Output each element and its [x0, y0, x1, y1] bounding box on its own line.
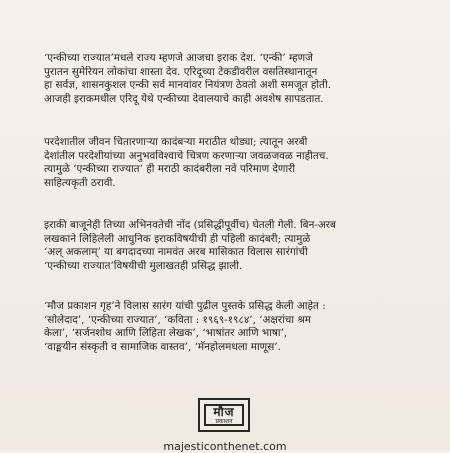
- text-line: परदेशातील जीवन चितारणाऱ्या कादंबऱ्या मराठीत थोड्या; त्यातून अरबी: [44, 136, 308, 148]
- text-line: ‘वाङ्मयीन संस्कृती व सामाजिक वास्तव’, ‘मॅनहोलमधला माणूस’.: [44, 340, 281, 353]
- text-line: हा सर्वज्ञ, शासनकुशल एन्की सर्व मानवांवर नियंत्रण ठेवतो अशी समजूत होती.: [44, 79, 331, 92]
- text-line: लखकाने लिहिलेली आधुनिक इराकविषयीची ही पहिली कादंबरी; त्यामुळे: [44, 232, 311, 245]
- publisher-logo-text: मौज: [213, 404, 235, 419]
- text-line: आजही इराकमधील एरिदू येथे एन्कीच्या देवालयाचे काही अवशेष सापडतात.: [44, 92, 324, 105]
- publisher-logo-frame: [204, 404, 244, 426]
- text-line: साहित्यकृती ठरावी.: [44, 176, 116, 189]
- text-line: केला’, ‘सर्जनशोध आणि लिहिता लेखक’, ‘भाषांतर आणि भाषा’,: [44, 327, 288, 340]
- publisher-logo: [198, 398, 250, 432]
- text-line: त्यामुळे ‘एन्कीच्या राज्यात’ ही मराठी कादंबरीला नवे परिमाण देणारी: [44, 163, 296, 176]
- text-line: इराकी बाजूनेही तिच्या अभिनवतेची नोंद (प्रसिद्धीपूर्वीच) घेतली गेली. बिन-अरब: [44, 219, 336, 231]
- paragraph-enki-kingdom: [44, 52, 416, 106]
- text-line: ‘एन्कीच्या राज्यात’विषयीची मुलाखतही प्रसिद्ध झाली.: [44, 259, 243, 272]
- website-url: majesticonthenet.com: [163, 440, 287, 453]
- text-line: देशांतील परदेशीयांच्या अनुभवविश्वाचे चित्रण करणाऱ्या जवळजवळ नाहीतच.: [44, 149, 329, 162]
- paragraph-iraqi-recognition: [44, 219, 416, 273]
- text-line: ‘सोलेदाद’, ‘एन्कीच्या राज्यात’, ‘कविता : १९६९-१९८४’, ‘अक्षरांचा श्रम: [44, 313, 311, 326]
- text-line: ‘अल् अकलाम्’ या बगदादच्या नामवंत अरब मासिकात विलास सारंगांची: [44, 246, 308, 259]
- publisher-logo-subtext: प्रकाशन: [215, 417, 233, 425]
- text-line: ‘एन्कीच्या राज्यात’मधले राज्य म्हणजे आजचा इराक देश. ‘एन्की’ म्हणजे: [44, 52, 313, 64]
- text-line: पुरातन सुमेरियन लोकांचा शास्ता देव. एरिदूच्या टेकडीवरील वसतिस्थानातून: [44, 65, 318, 78]
- paragraph-foreign-life: [44, 136, 416, 190]
- paragraph-publisher-books: [44, 300, 416, 354]
- text-line: ‘मौज प्रकाशन गृह’ने विलास सारंग यांची पुढील पुस्तके प्रसिद्ध केली आहेत :: [44, 300, 326, 312]
